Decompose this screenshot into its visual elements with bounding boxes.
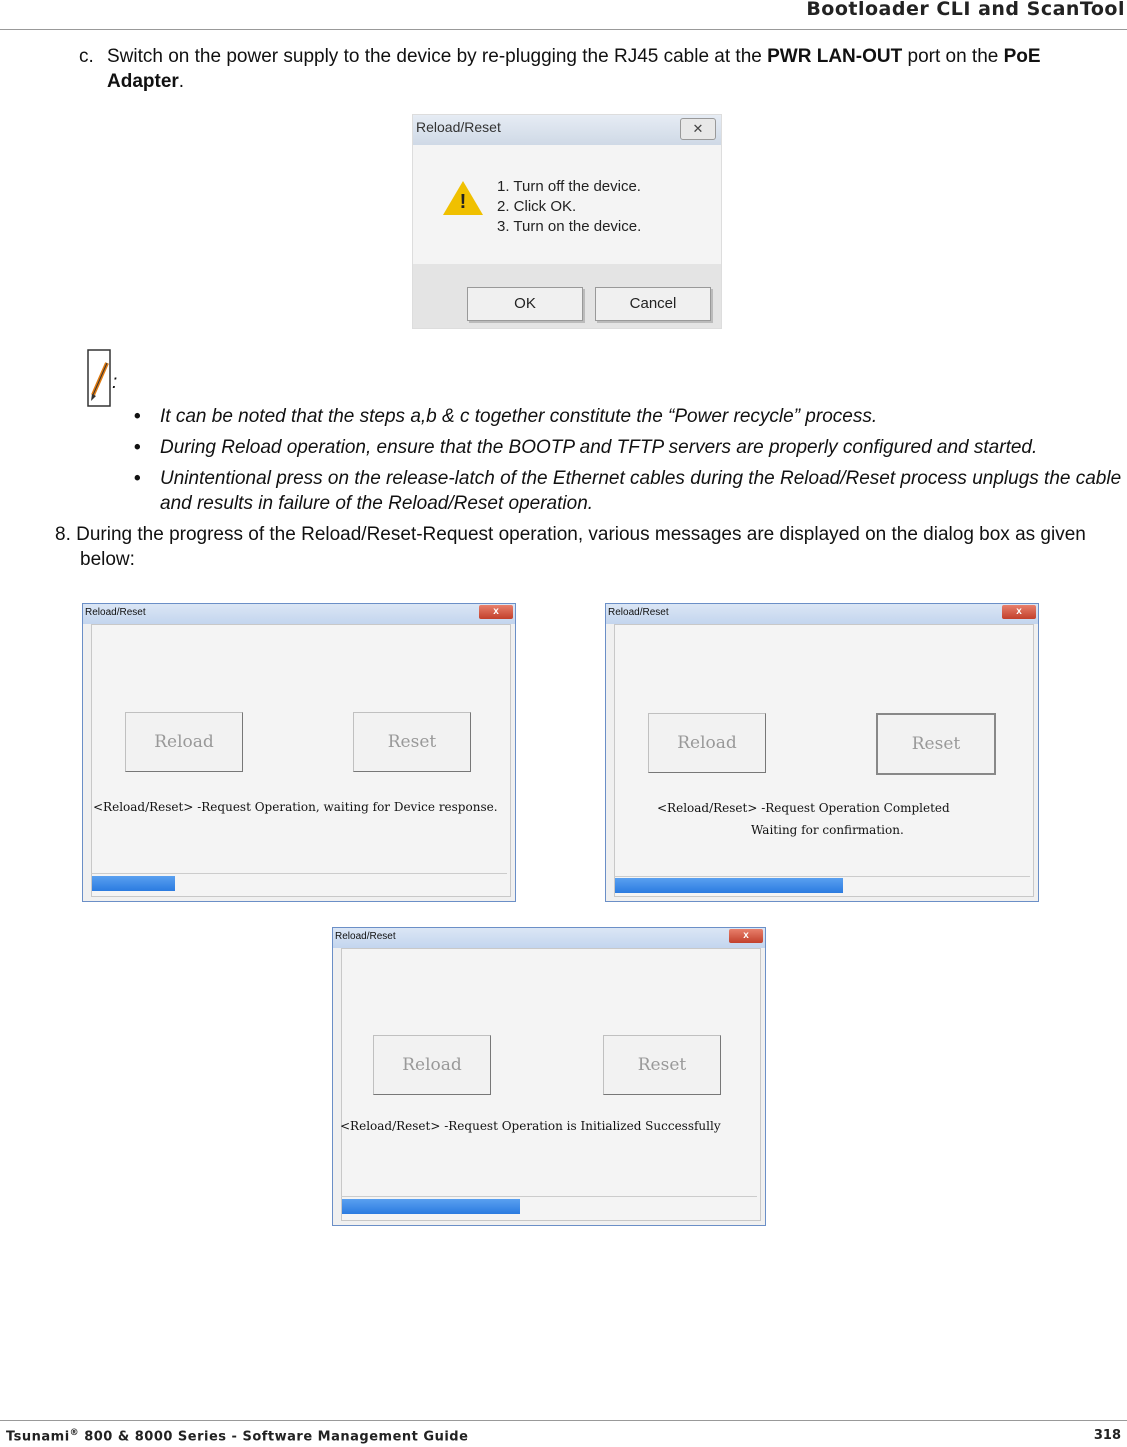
- note-bullet: [134, 466, 1124, 516]
- dialog-separator: [91, 873, 507, 874]
- progress-dialog-completed: [605, 603, 1039, 902]
- confirm-step-1: 1. Turn off the device.: [497, 178, 641, 195]
- step-c-text-3: .: [178, 71, 185, 92]
- close-icon: x: [729, 929, 763, 943]
- status-message: <Reload/Reset> -Request Operation, waiting for Device response.: [93, 800, 498, 814]
- page-header-title: Bootloader CLI and ScanTool: [806, 0, 1125, 20]
- step-c-text-2: port on the: [902, 46, 1004, 67]
- confirm-dialog-title: Reload/Reset: [413, 115, 721, 145]
- page-number: 318: [1093, 1428, 1121, 1443]
- status-message: <Reload/Reset> -Request Operation Completed: [657, 801, 950, 815]
- step-8: [55, 522, 1125, 572]
- progress-fill: [615, 878, 843, 893]
- reload-button: Reload: [648, 713, 766, 773]
- note-bullet: [134, 404, 1124, 429]
- reset-button: Reset: [876, 713, 996, 775]
- note-bullet-text: It can be noted that the steps a,b & c together constitute the “Power recycle” process.: [160, 406, 878, 427]
- footer-brand: Tsunami: [6, 1429, 70, 1445]
- step-c-label: c.: [79, 46, 94, 67]
- step-c-adapter: Adapter: [107, 71, 179, 92]
- bullet-dot: •: [134, 406, 141, 427]
- confirm-dialog-screenshot: [412, 114, 722, 329]
- step-c-poe: PoE: [1003, 46, 1041, 67]
- note-bullet: [134, 435, 1124, 460]
- bullet-dot: •: [134, 437, 141, 458]
- dialog-title: Reload/Reset: [606, 604, 1038, 624]
- header-divider: [0, 29, 1127, 30]
- progress-dialog-waiting: [82, 603, 516, 902]
- close-icon: ✕: [680, 118, 716, 140]
- status-message-line-2: Waiting for confirmation.: [751, 823, 904, 837]
- dialog-separator: [341, 1196, 757, 1197]
- step-8-text-cont: below:: [80, 549, 135, 570]
- dialog-title: Reload/Reset: [83, 604, 515, 624]
- close-icon: x: [1002, 605, 1036, 619]
- reset-button: Reset: [603, 1035, 721, 1095]
- progress-bar: [615, 878, 1029, 893]
- step-c: [79, 44, 1109, 94]
- confirm-dialog-steps: [497, 177, 641, 237]
- progress-bar: [342, 1199, 756, 1214]
- warning-exclamation: !: [459, 191, 467, 213]
- footer-title: [6, 1428, 468, 1444]
- note-colon: :: [112, 372, 118, 393]
- step-8-label: 8.: [55, 524, 71, 545]
- progress-fill: [92, 876, 175, 891]
- close-icon: x: [479, 605, 513, 619]
- bullet-dot: •: [134, 468, 141, 489]
- progress-dialog-initialized: [332, 927, 766, 1226]
- footer-rest: 800 & 8000 Series - Software Management Guide: [79, 1429, 469, 1445]
- dialog-title: Reload/Reset: [333, 928, 765, 948]
- footer-reg: ®: [69, 1428, 80, 1438]
- step-c-port: PWR LAN-OUT: [767, 46, 903, 67]
- status-message: <Reload/Reset> -Request Operation is Initialized Successfully: [340, 1119, 721, 1133]
- reload-button: Reload: [373, 1035, 491, 1095]
- footer-divider: [0, 1420, 1127, 1421]
- note-bullet-text: Unintentional press on the release-latch of the Ethernet cables during the Reload/Reset process unplugs the cable and results in failure of the Reload/Reset operation.: [160, 468, 1122, 514]
- confirm-step-3: 3. Turn on the device.: [497, 218, 642, 235]
- reload-button: Reload: [125, 712, 243, 772]
- note-bullet-text: During Reload operation, ensure that the BOOTP and TFTP servers are properly configured and started.: [160, 437, 1038, 458]
- step-c-text-1: Switch on the power supply to the device by re-plugging the RJ45 cable at the: [107, 46, 768, 67]
- progress-fill: [342, 1199, 520, 1214]
- reset-button: Reset: [353, 712, 471, 772]
- ok-button: OK: [467, 287, 583, 321]
- pencil-note-icon: [87, 349, 111, 407]
- progress-bar: [92, 876, 506, 891]
- step-8-text: During the progress of the Reload/Reset-Request operation, various messages are displayed on the dialog box as given: [76, 524, 1086, 545]
- dialog-separator: [614, 876, 1030, 877]
- confirm-step-2: 2. Click OK.: [497, 198, 577, 215]
- cancel-button: Cancel: [595, 287, 711, 321]
